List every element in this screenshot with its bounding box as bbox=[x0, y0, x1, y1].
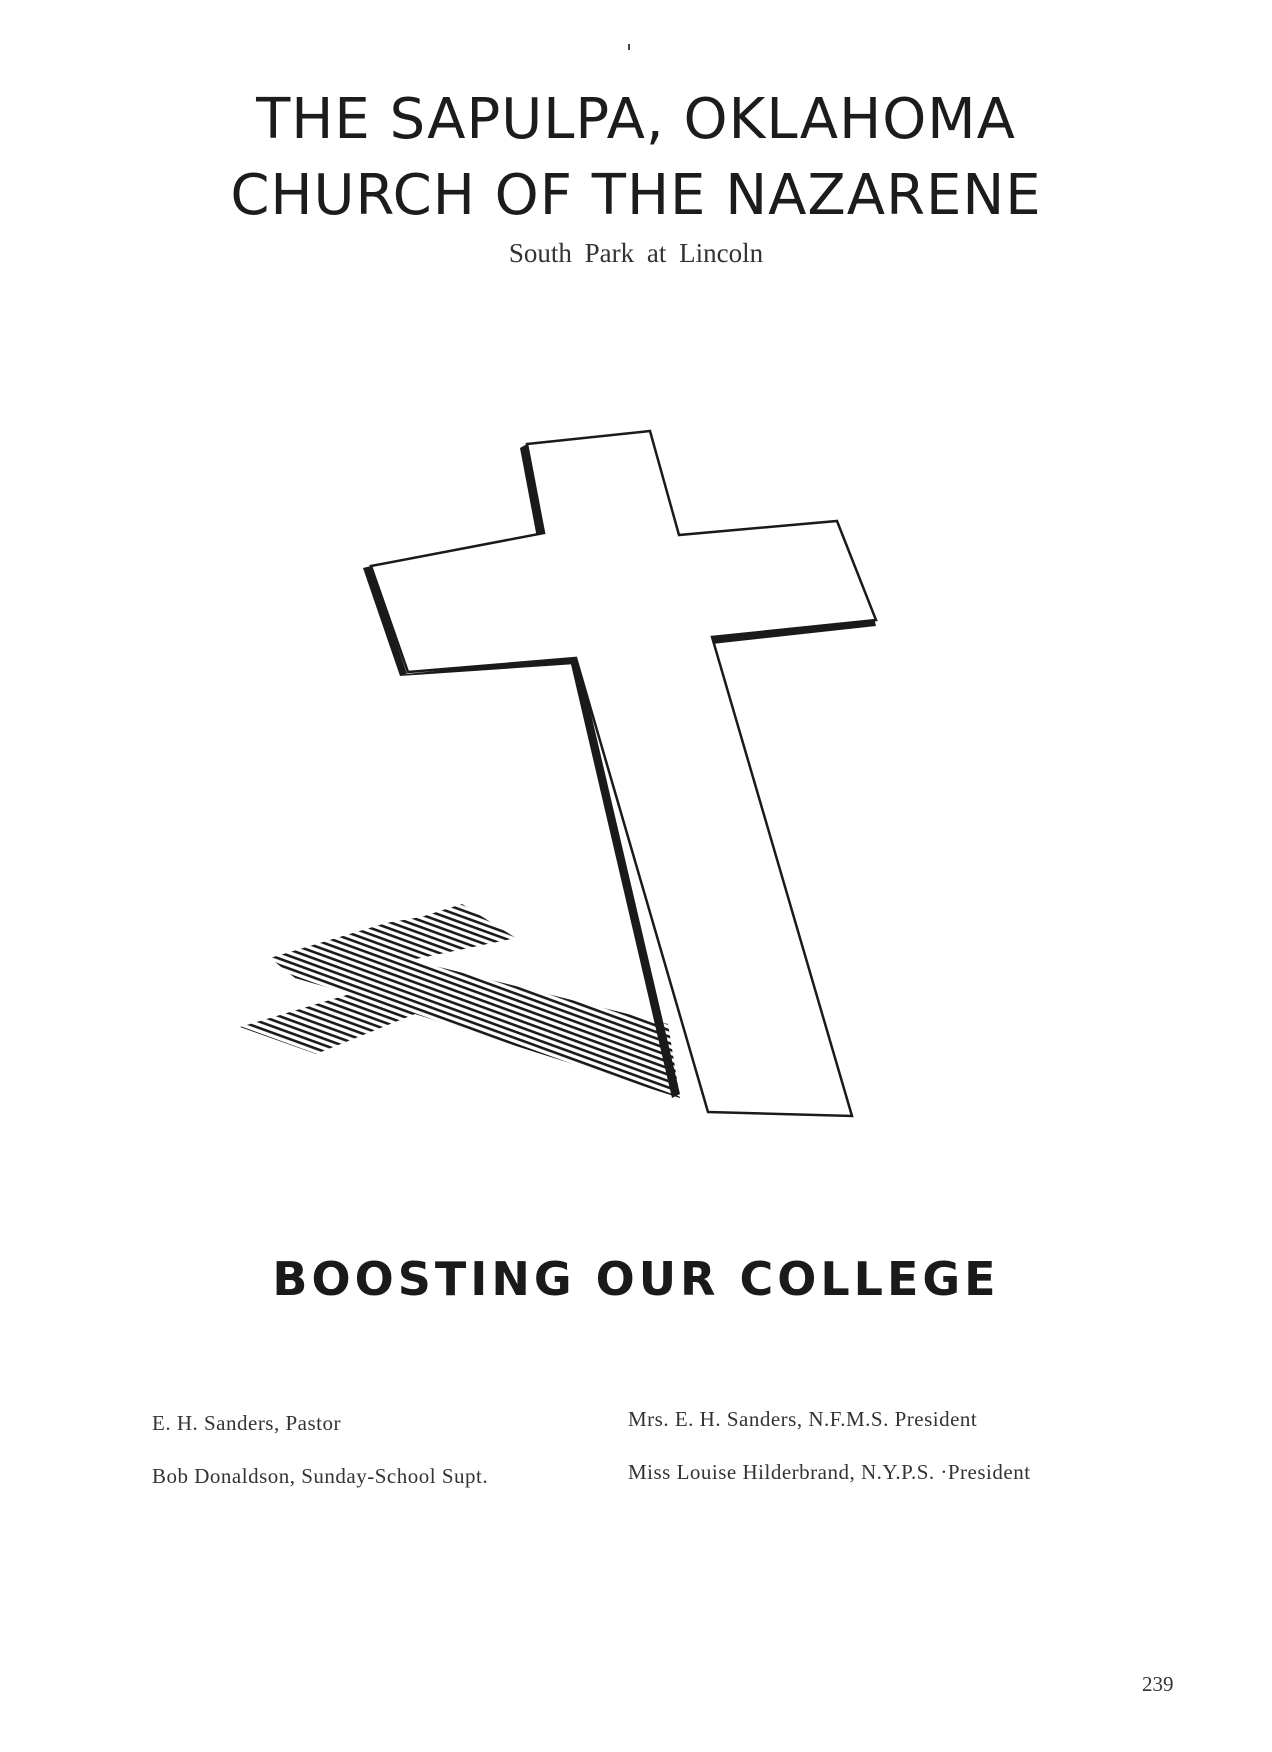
cross-with-shadow-icon bbox=[230, 420, 880, 1140]
officer-pastor: E. H. Sanders, Pastor bbox=[152, 1411, 341, 1435]
page-title-line-2: CHURCH OF THE NAZARENE bbox=[230, 163, 1042, 228]
officer-nfms-president: Mrs. E. H. Sanders, N.F.M.S. President bbox=[628, 1407, 978, 1431]
headline: BOOSTING OUR COLLEGE bbox=[272, 1252, 1000, 1306]
page-number: 239 bbox=[1142, 1672, 1174, 1696]
cross-shadow bbox=[240, 904, 680, 1098]
page-title-line-1: THE SAPULPA, OKLAHOMA bbox=[256, 87, 1016, 152]
officer-nyps-president: Miss Louise Hilderbrand, N.Y.P.S. ·President bbox=[628, 1460, 1031, 1484]
officer-sunday-school-supt: Bob Donaldson, Sunday-School Supt. bbox=[152, 1464, 489, 1488]
print-speck bbox=[628, 44, 630, 50]
church-address: South Park at Lincoln bbox=[508, 238, 764, 268]
